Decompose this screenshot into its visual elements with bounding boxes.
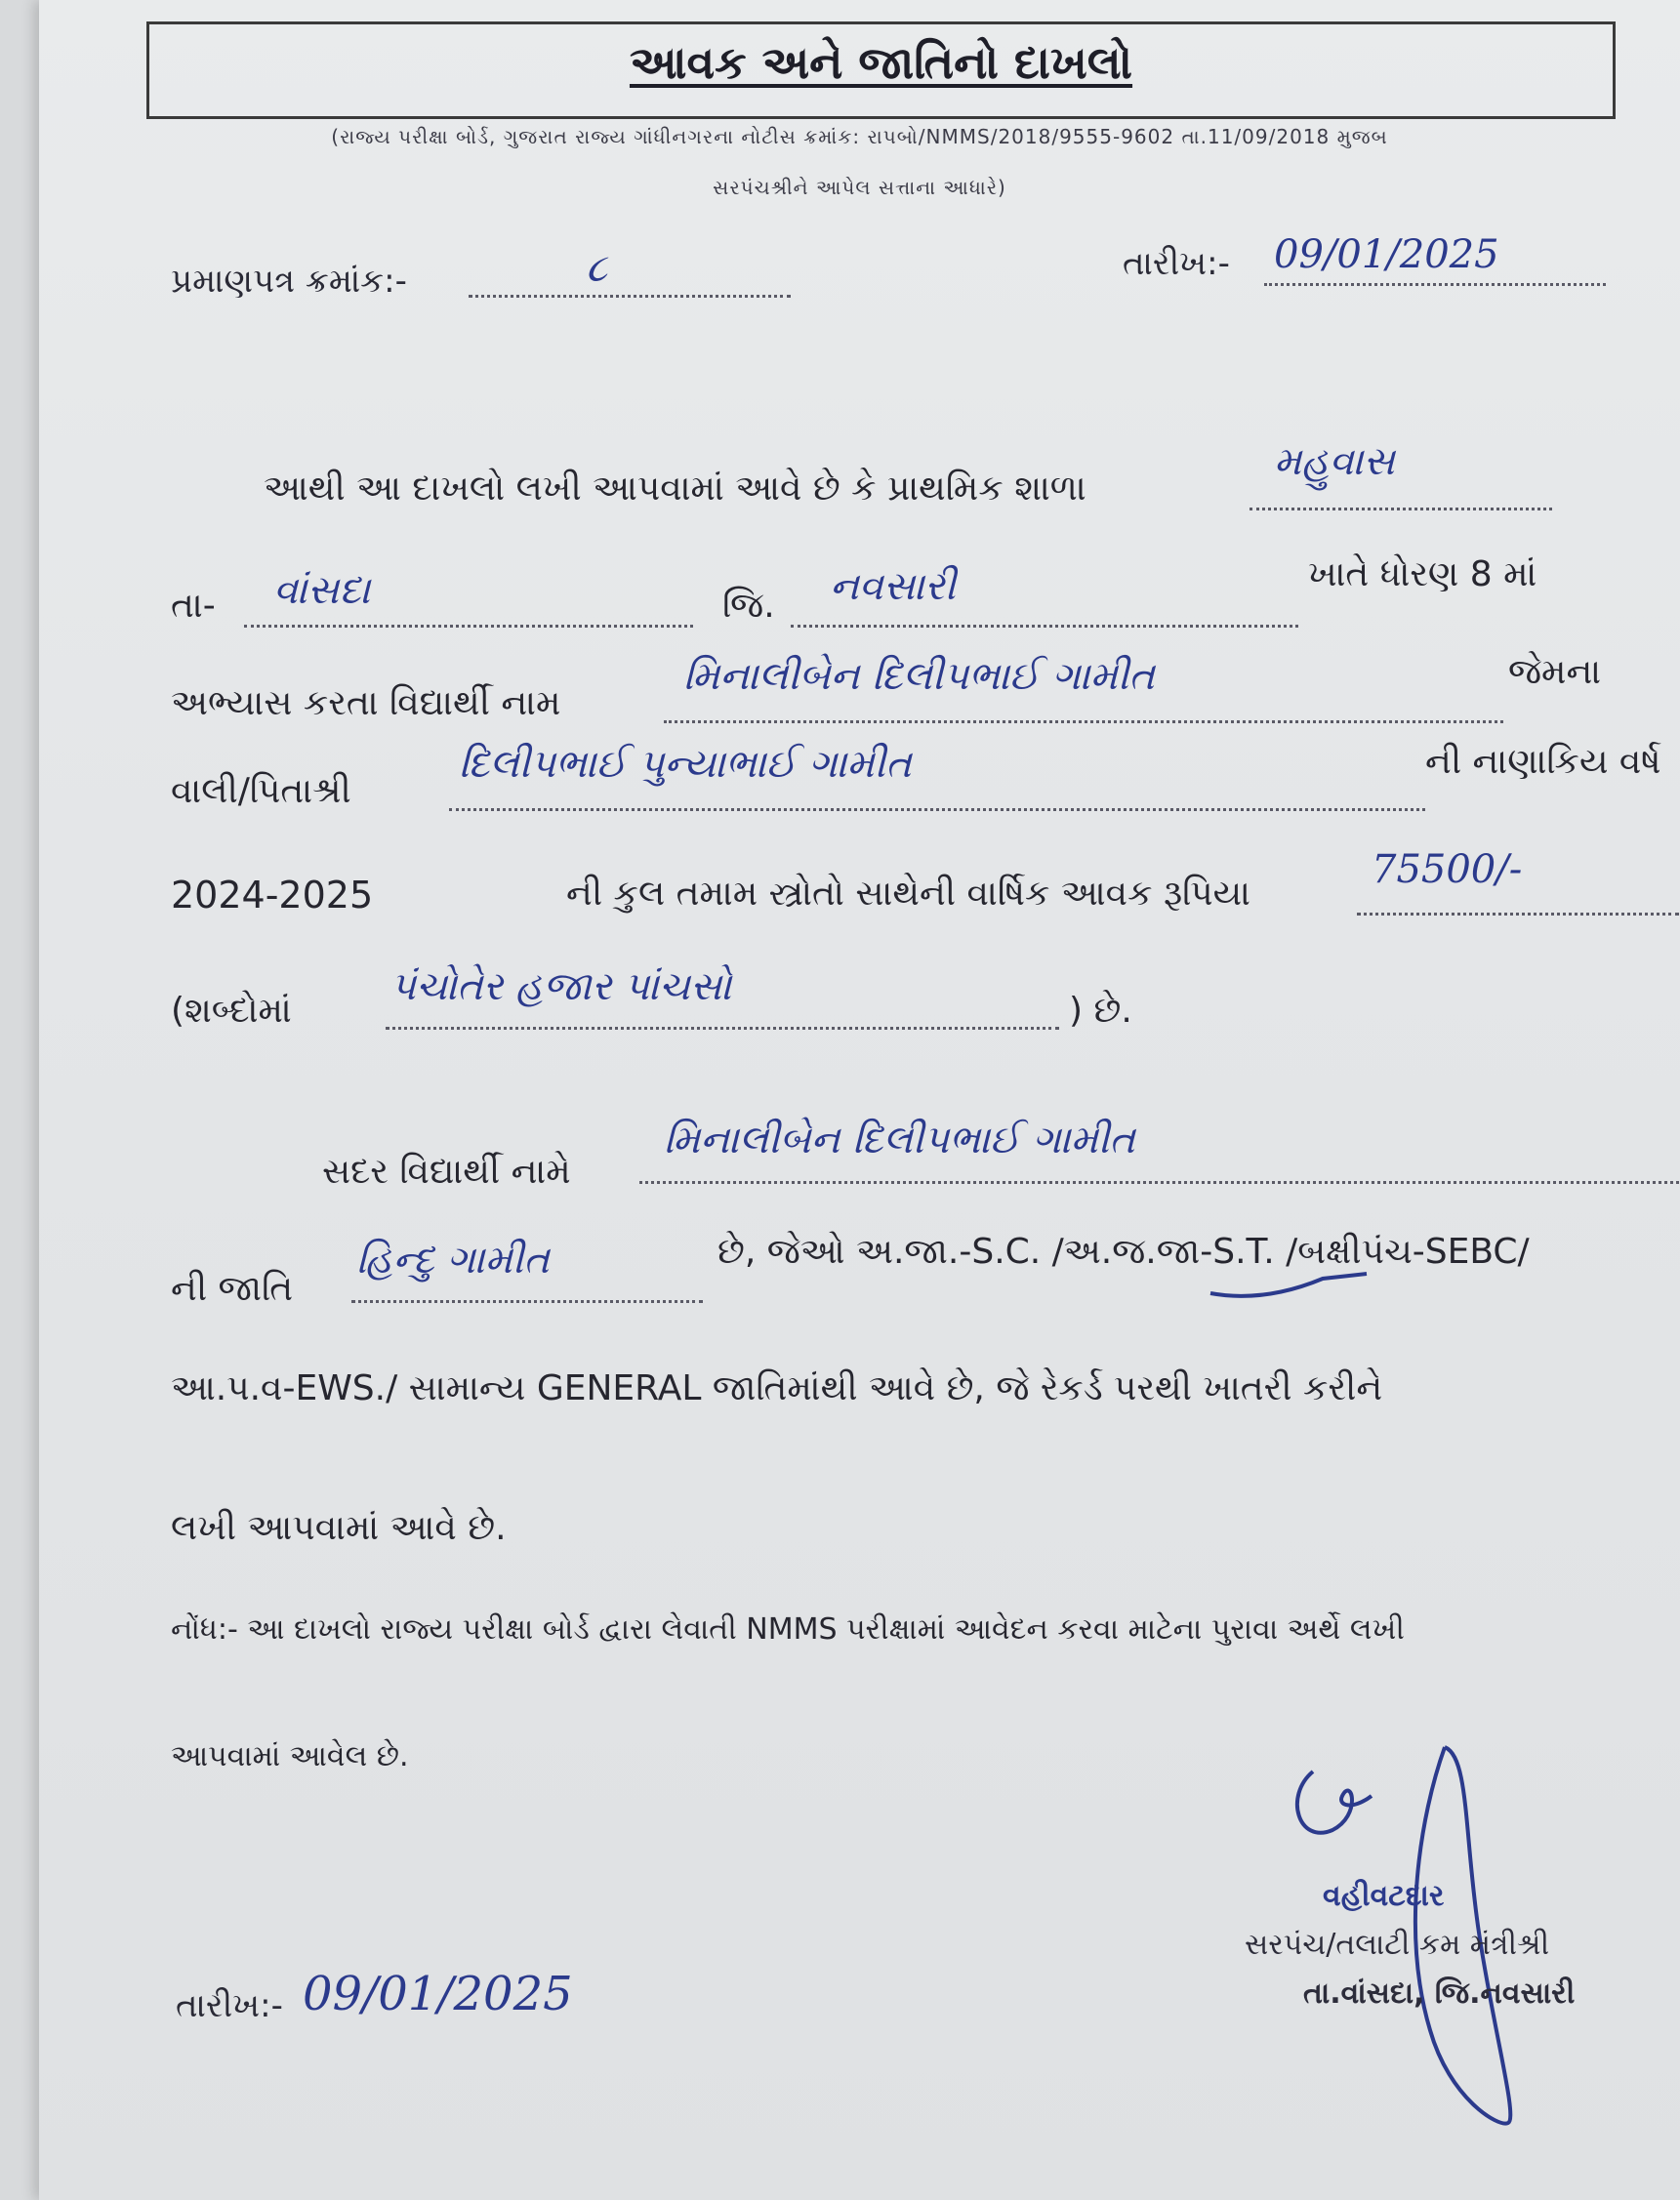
- student-label: અભ્યાસ કરતા વિદ્યાર્થી નામ: [171, 683, 561, 723]
- footer-date-label: તારીખ:-: [176, 1986, 283, 2025]
- caste-options: છે, જેઓ અ.જા.-S.C. /અ.જ.જા-S.T. /બક્ષીપંચ-SEBC/: [717, 1232, 1530, 1272]
- intro-text: આથી આ દાખલો લખી આપવામાં આવે છે કે પ્રાથમિક શાળા: [264, 469, 1086, 509]
- certificate-page: [39, 0, 1680, 2200]
- notice-line-2: સરપંચશ્રીને આપેલ સત્તાના આધારે): [713, 176, 1006, 199]
- caste-line-2: આ.પ.વ-EWS./ સામાન્ય GENERAL જાતિમાંથી આવે છે, જે રેકર્ડ પરથી ખાતરી કરીને: [171, 1368, 1383, 1408]
- student-name: મિનાલીબેન દિલીપભાઈ ગામીત: [683, 654, 1155, 699]
- caste-underline: [351, 1300, 703, 1303]
- stamp-line-2: તા.વાંસદા, જિ.નવસારી: [1303, 1976, 1576, 2011]
- footer-date-value: 09/01/2025: [303, 1967, 573, 2021]
- student-name-2: મિનાલીબેન દિલીપભાઈ ગામીત: [664, 1118, 1135, 1162]
- fin-year: 2024-2025: [171, 874, 374, 917]
- fin-year-label: ની નાણાકિય વર્ષ: [1425, 742, 1661, 782]
- std-text: ખાતે ધોરણ 8 માં: [1308, 554, 1537, 594]
- words-suffix: ) છે.: [1069, 991, 1132, 1031]
- parent-label: વાલી/પિતાશ્રી: [171, 771, 351, 811]
- st-underline-mark: [1206, 1259, 1372, 1308]
- district-label: જિ.: [722, 586, 775, 626]
- district-value: નવસારી: [830, 564, 957, 609]
- note-line-2: આપવામાં આવેલ છે.: [171, 1739, 409, 1773]
- date-label: તારીખ:-: [1123, 244, 1230, 283]
- income-underline: [1357, 913, 1679, 916]
- cert-no-underline: [469, 295, 791, 298]
- parent-name: દિલીપભાઈ પુન્યાભાઈ ગામીત: [459, 742, 912, 787]
- taluka-value: વાંસદા: [273, 568, 371, 613]
- student-suffix: જેમના: [1508, 652, 1602, 692]
- date-underline: [1264, 283, 1606, 286]
- words-underline: [386, 1027, 1059, 1030]
- cert-no-value: ૮: [586, 246, 607, 291]
- income-amount: 75500/-: [1372, 847, 1523, 892]
- signature-block: [1206, 1737, 1680, 2147]
- sadar-label: સદર વિદ્યાર્થી નામે: [322, 1152, 571, 1192]
- student-underline: [664, 720, 1503, 723]
- signatory-title: વહીવટદાર: [1323, 1879, 1445, 1913]
- school-name: મહુવાસ: [1274, 439, 1395, 484]
- title-box: [146, 21, 1616, 119]
- date-value: 09/01/2025: [1274, 232, 1499, 277]
- income-words: પંચોતેર હજાર પાંચસો: [390, 964, 732, 1009]
- parent-underline: [449, 808, 1425, 811]
- stamp-line-1: સરપંચ/તલાટી કમ મંત્રીશ્રી: [1245, 1928, 1550, 1962]
- note-line-1: નોંધ:- આ દાખલો રાજ્ય પરીક્ષા બોર્ડ દ્વારા લેવાતી NMMS પરીક્ષામાં આવેદન કરવા માટેના પુરાવા અર્થે લખી: [171, 1612, 1405, 1647]
- student2-underline: [639, 1181, 1679, 1184]
- closing-text: લખી આપવામાં આવે છે.: [171, 1508, 507, 1548]
- district-underline: [791, 625, 1298, 628]
- income-text: ની કુલ તમામ સ્ત્રોતો સાથેની વાર્ષિક આવક રૂપિયા: [566, 874, 1250, 914]
- taluka-underline: [244, 625, 693, 628]
- school-underline: [1250, 508, 1552, 510]
- notice-line-1: (રાજ્ય પરીક્ષા બોર્ડ, ગુજરાત રાજ્ય ગાંધીનગરના નોટીસ ક્રમાંક: રાપબો/NMMS/2018/9555-9602 તા.11/09/2018 મુજબ: [331, 125, 1388, 148]
- caste-value: હિન્દુ ગામીત: [356, 1238, 550, 1283]
- caste-label: ની જાતિ: [171, 1269, 294, 1309]
- cert-no-label: પ્રમાણપત્ર ક્રમાંક:-: [171, 262, 407, 301]
- taluka-label: તા-: [171, 586, 216, 626]
- words-prefix: (શબ્દોમાં: [171, 991, 292, 1031]
- page-title: આવક અને જાતિનો દાખલો: [629, 36, 1133, 89]
